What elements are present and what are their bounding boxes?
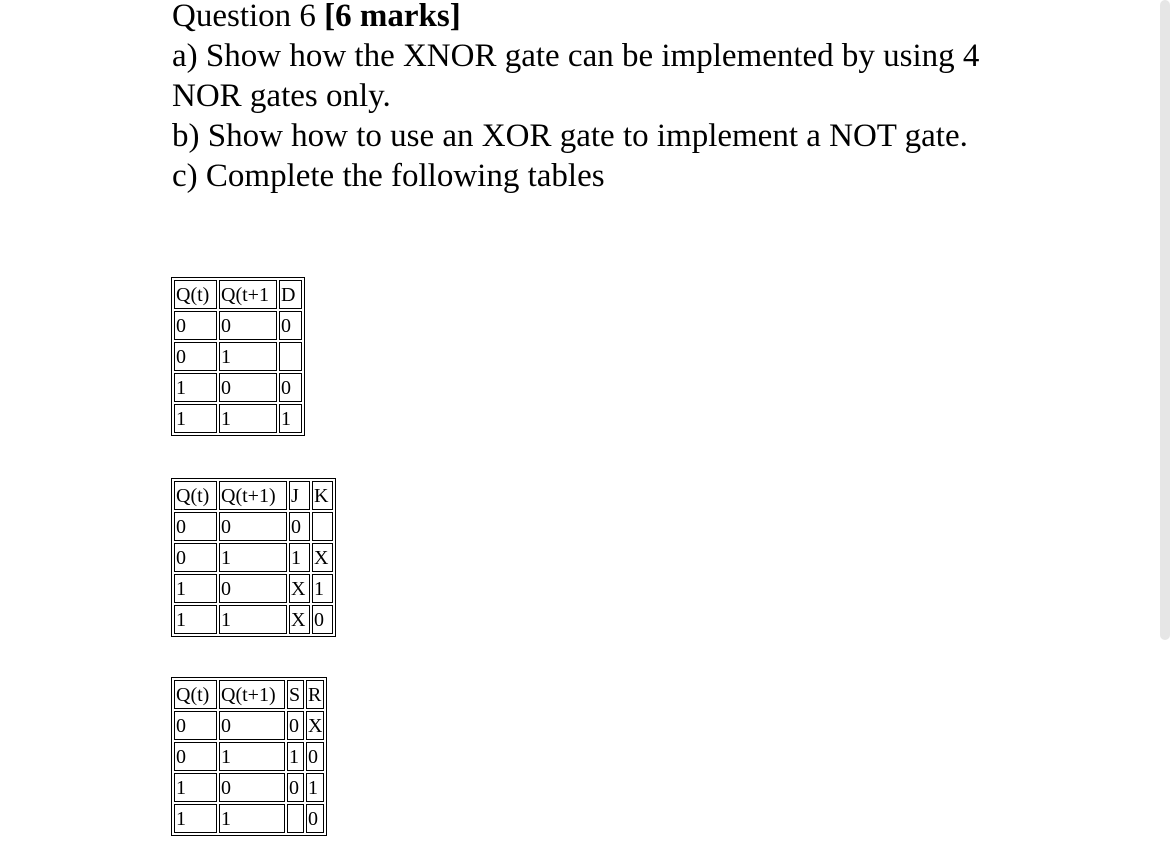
table-cell: 1 [287,742,304,771]
table-cell: 0 [219,773,285,802]
table-header-row [174,280,302,309]
table-cell: 0 [219,512,287,541]
table-cell: 0 [219,311,277,340]
table-cell: 0 [279,311,302,340]
question-part-b: b) Show how to use an XOR gate to implement a NOT gate. [172,118,968,154]
jk-flipflop-table [171,478,336,637]
table-cell: 1 [174,804,217,833]
header-cell: R [306,680,324,709]
table-cell: 1 [219,543,287,572]
table-cell: 0 [174,512,217,541]
table-cell: 1 [174,373,217,402]
table-cell [279,342,302,371]
table-cell: 1 [306,773,324,802]
table-cell: 1 [289,543,310,572]
header-cell: Q(t+1) [219,680,285,709]
table-cell: 0 [219,711,285,740]
header-cell: Q(t) [174,680,217,709]
table-row [174,342,302,371]
table-row [174,373,302,402]
header-cell: Q(t) [174,481,217,510]
table-cell: X [306,711,324,740]
vertical-scrollbar[interactable] [1160,0,1170,640]
question-heading [172,0,1032,36]
table-row [174,512,333,541]
table-cell: 1 [219,742,285,771]
table-cell: 0 [174,311,217,340]
table-cell: 0 [279,373,302,402]
table-row [174,711,324,740]
table-cell: 1 [219,404,277,433]
table-cell: 1 [219,804,285,833]
sr-flipflop-table [171,677,327,836]
table-cell: 0 [219,574,287,603]
table-row [174,605,333,634]
table-cell: 0 [312,605,333,634]
table-row [174,773,324,802]
header-cell: K [312,481,333,510]
question-part-a: a) Show how the XNOR gate can be implemented by using 4 NOR gates only. [172,38,980,114]
question-text [172,0,1032,196]
question-title: Question 6 [172,0,325,34]
table-cell: 1 [219,342,277,371]
header-cell: Q(t) [174,280,217,309]
table-row [174,404,302,433]
table-cell: 1 [312,574,333,603]
question-part-c: c) Complete the following tables [172,158,605,194]
table-cell: X [312,543,333,572]
table-cell: X [289,574,310,603]
table-cell: 0 [306,804,324,833]
d-flipflop-table [171,277,305,436]
table-row [174,804,324,833]
table-cell: 1 [279,404,302,433]
table-header-row [174,481,333,510]
table-cell: 1 [219,605,287,634]
table-header-row [174,680,324,709]
table-row [174,311,302,340]
header-cell: D [279,280,302,309]
header-cell: Q(t+1 [219,280,277,309]
table-cell: 0 [287,711,304,740]
table-cell: 0 [174,711,217,740]
header-cell: J [289,481,310,510]
table-cell: 1 [174,773,217,802]
table-cell: 1 [174,574,217,603]
table-row [174,574,333,603]
table-cell: 0 [306,742,324,771]
table-row [174,742,324,771]
table-cell: 1 [174,404,217,433]
table-row [174,543,333,572]
header-cell: Q(t+1) [219,481,287,510]
header-cell: S [287,680,304,709]
table-cell: 0 [287,773,304,802]
table-cell: 0 [174,742,217,771]
table-cell: 1 [174,605,217,634]
table-cell: 0 [289,512,310,541]
table-cell [312,512,333,541]
table-cell: 0 [219,373,277,402]
table-cell: 0 [174,543,217,572]
question-marks: [6 marks] [324,0,461,34]
table-cell [287,804,304,833]
table-cell: X [289,605,310,634]
table-cell: 0 [174,342,217,371]
